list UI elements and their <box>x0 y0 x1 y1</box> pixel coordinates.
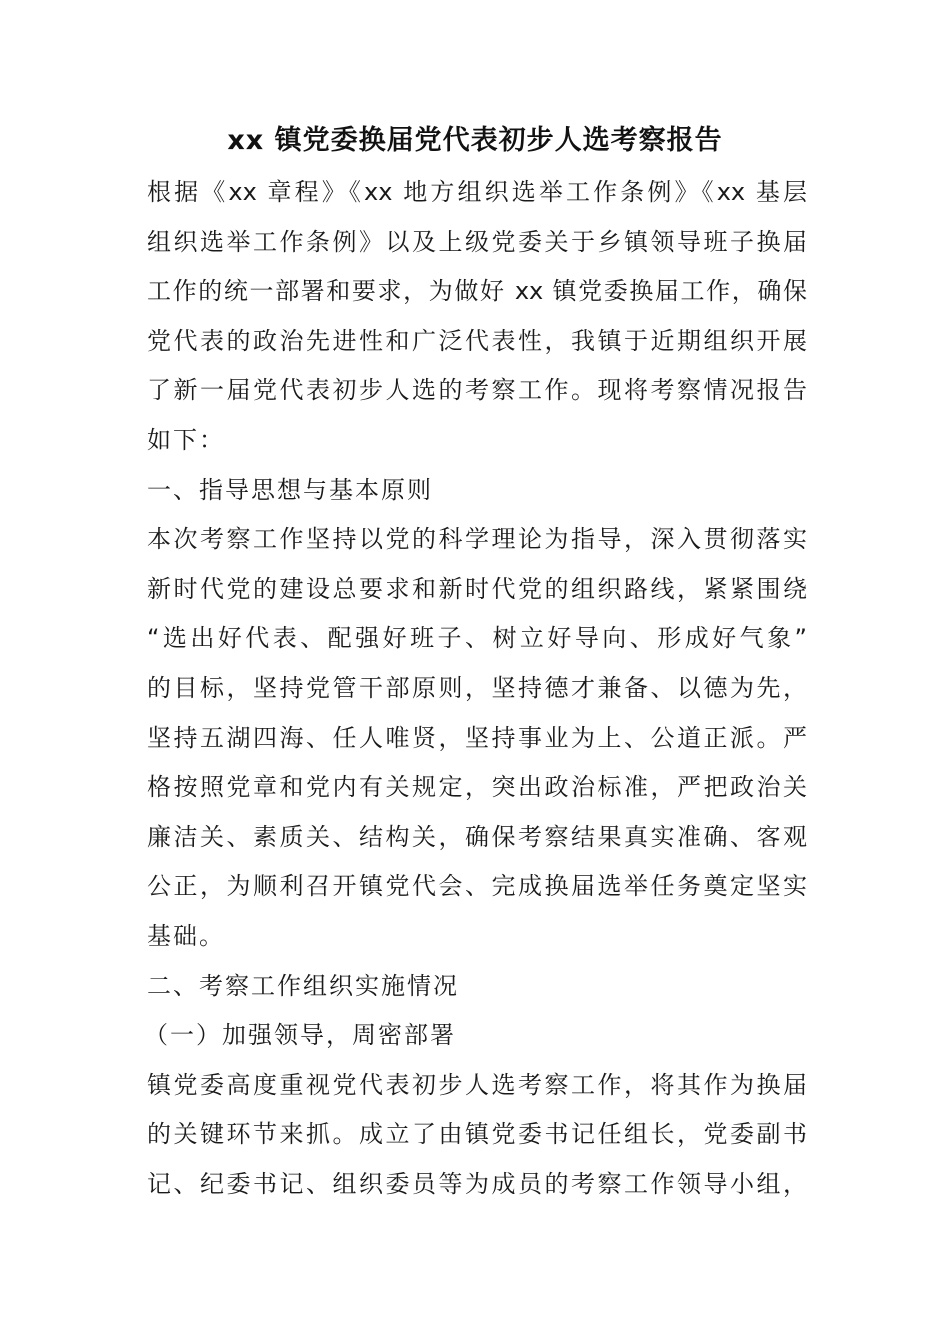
paragraph-line: 根据《xx 章程》《xx 地方组织选举工作条例》《xx 基层 <box>147 178 807 206</box>
section-2-heading: 二、考察工作组织实施情况 <box>147 971 459 1000</box>
guiding-principles-paragraph <box>147 515 807 961</box>
document-body <box>144 168 807 1209</box>
paragraph-line: 的目标，坚持党管干部原则，坚持德才兼备、以德为先， <box>147 673 807 702</box>
paragraph-line: 了新一届党代表初步人选的考察工作。现将考察情况报告 <box>147 376 807 405</box>
document-title: xx 镇党委换届党代表初步人选考察报告 <box>227 125 723 156</box>
subsection-1-heading: （一）加强领导，周密部署 <box>144 1021 456 1050</box>
paragraph-line: 廉洁关、素质关、结构关，确保考察结果真实准确、客观 <box>147 822 807 851</box>
paragraph-line: “选出好代表、配强好班子、树立好导向、形成好气象” <box>147 624 807 653</box>
section-1-heading: 一、指导思想与基本原则 <box>147 475 433 504</box>
paragraph-line: 镇党委高度重视党代表初步人选考察工作，将其作为换届 <box>147 1070 807 1099</box>
organization-paragraph <box>147 1061 807 1210</box>
intro-paragraph <box>147 168 807 466</box>
paragraph-line: 工作的统一部署和要求，为做好 xx 镇党委换届工作，确保 <box>147 277 807 306</box>
paragraph-line: 如下： <box>147 425 225 454</box>
paragraph-line: 记、纪委书记、组织委员等为成员的考察工作领导小组， <box>147 1169 807 1198</box>
paragraph-line: 格按照党章和党内有关规定，突出政治标准，严把政治关 <box>147 773 807 802</box>
paragraph-line: 坚持五湖四海、任人唯贤，坚持事业为上、公道正派。严 <box>147 723 807 752</box>
paragraph-line: 公正，为顺利召开镇党代会、完成换届选举任务奠定坚实 <box>147 872 807 901</box>
paragraph-line: 基础。 <box>147 921 225 950</box>
paragraph-line: 党代表的政治先进性和广泛代表性，我镇于近期组织开展 <box>147 326 807 355</box>
paragraph-line: 新时代党的建设总要求和新时代党的组织路线，紧紧围绕 <box>147 574 807 603</box>
paragraph-line: 本次考察工作坚持以党的科学理论为指导，深入贯彻落实 <box>147 525 807 554</box>
paragraph-line: 组织选举工作条例》以及上级党委关于乡镇领导班子换届 <box>147 227 807 256</box>
paragraph-line: 的关键环节来抓。成立了由镇党委书记任组长，党委副书 <box>147 1120 807 1149</box>
